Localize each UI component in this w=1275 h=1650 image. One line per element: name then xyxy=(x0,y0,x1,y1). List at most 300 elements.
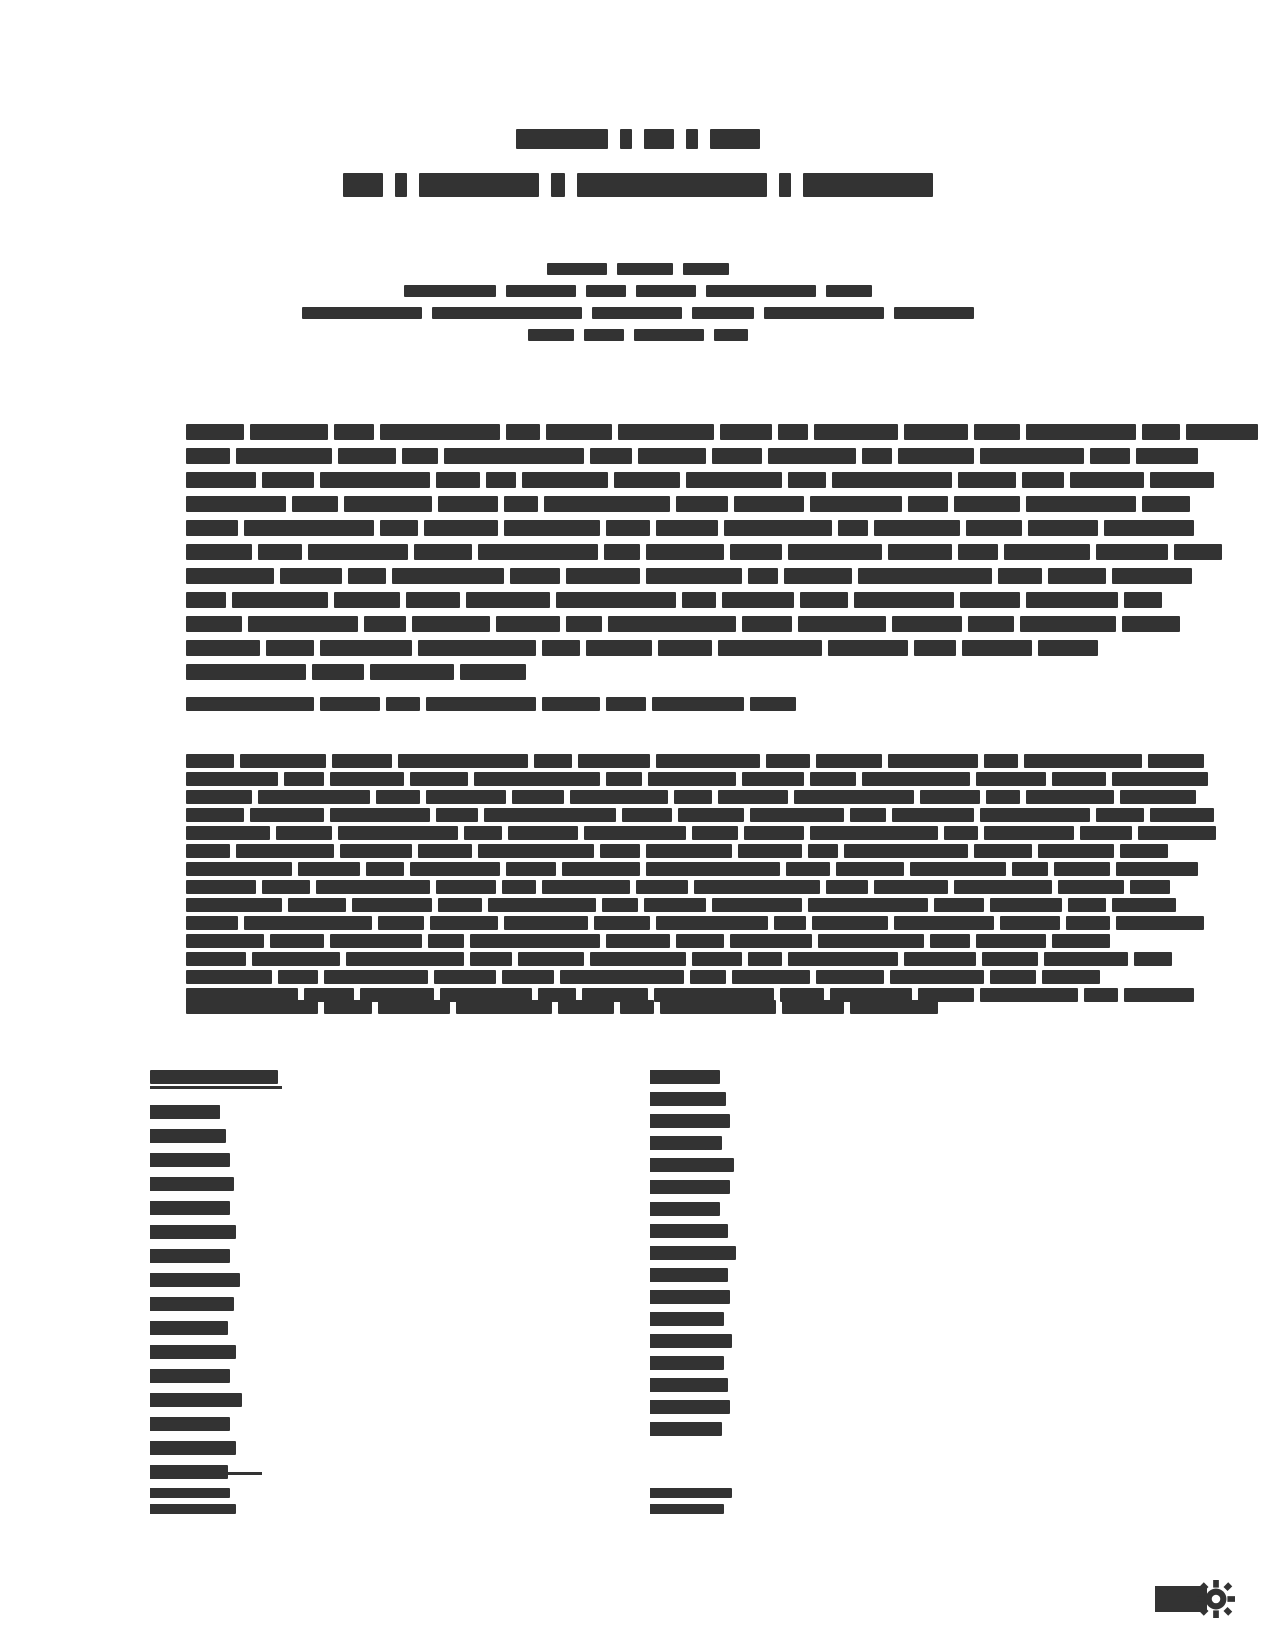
redacted-word xyxy=(504,916,588,930)
redacted-word xyxy=(1038,844,1114,858)
redacted-word xyxy=(186,664,306,680)
redacted-word xyxy=(1028,520,1098,536)
redacted-word xyxy=(508,826,578,840)
redacted-word xyxy=(888,754,978,768)
redacted-word xyxy=(814,424,898,440)
redacted-word xyxy=(784,568,852,584)
redacted-word xyxy=(258,544,302,560)
redacted-word xyxy=(252,952,340,966)
redacted-word xyxy=(570,790,668,804)
abstract-line xyxy=(186,588,1050,612)
redacted-word xyxy=(522,472,608,488)
redacted-word xyxy=(434,970,496,984)
redacted-word xyxy=(414,544,472,560)
redacted-word xyxy=(426,697,536,711)
redacted-word xyxy=(1012,862,1048,876)
redacted-word xyxy=(648,772,736,786)
redacted-word xyxy=(150,1393,212,1407)
redacted-word xyxy=(788,472,826,488)
left-column-line xyxy=(150,1393,590,1417)
redacted-word xyxy=(1080,826,1132,840)
redacted-word xyxy=(244,916,372,930)
left-column-line xyxy=(150,1345,590,1369)
affiliation-block xyxy=(826,285,872,297)
redacted-word xyxy=(646,862,780,876)
abstract-line xyxy=(186,540,1050,564)
redacted-word xyxy=(186,916,238,930)
redacted-word xyxy=(722,592,794,608)
redacted-word xyxy=(1134,952,1172,966)
affiliation-block xyxy=(714,329,748,341)
redacted-word xyxy=(486,472,516,488)
abstract-line xyxy=(186,660,1050,684)
redacted-word xyxy=(1070,472,1144,488)
redacted-word xyxy=(150,1129,194,1143)
redacted-word xyxy=(334,592,400,608)
redacted-word xyxy=(1104,520,1194,536)
redacted-word xyxy=(398,754,528,768)
intro-line xyxy=(186,998,1050,1016)
redacted-word xyxy=(990,898,1062,912)
left-column-line xyxy=(150,1225,590,1249)
redacted-word xyxy=(406,592,460,608)
abstract-line xyxy=(186,636,1050,660)
redacted-word xyxy=(466,592,550,608)
redacted-word xyxy=(324,970,428,984)
redacted-word xyxy=(1044,952,1128,966)
author-block-item xyxy=(617,263,673,275)
intro-line xyxy=(186,950,1050,968)
footnote-right xyxy=(650,1488,1090,1520)
right-column-line xyxy=(650,1180,1090,1202)
abstract-line xyxy=(186,444,1050,468)
redacted-word xyxy=(910,862,1006,876)
affiliation-block xyxy=(894,307,974,319)
redacted-word xyxy=(894,916,994,930)
redacted-word xyxy=(682,592,716,608)
redacted-word xyxy=(1084,988,1118,1002)
redacted-word xyxy=(986,790,1020,804)
redacted-word xyxy=(636,880,688,894)
redacted-word xyxy=(650,1202,698,1216)
author-block-item xyxy=(547,263,607,275)
redacted-word xyxy=(1122,616,1180,632)
redacted-word xyxy=(692,826,738,840)
redacted-word xyxy=(608,616,736,632)
redacted-word xyxy=(150,1441,190,1455)
redacted-word xyxy=(1112,568,1192,584)
redacted-word xyxy=(724,520,832,536)
affiliation-block xyxy=(432,307,582,319)
redacted-word xyxy=(1138,826,1216,840)
redacted-word xyxy=(1038,640,1098,656)
redacted-word xyxy=(892,616,962,632)
introduction-paragraph xyxy=(186,752,1050,1004)
redacted-word xyxy=(460,664,526,680)
redacted-word xyxy=(270,934,324,948)
redacted-word xyxy=(1148,754,1204,768)
redacted-word xyxy=(510,568,560,584)
affiliation-block xyxy=(584,329,624,341)
redacted-word xyxy=(456,1000,552,1014)
redacted-word xyxy=(150,1105,220,1119)
redacted-word xyxy=(150,1345,198,1359)
redacted-word xyxy=(768,448,856,464)
right-column-line xyxy=(650,1246,1090,1268)
redacted-word xyxy=(958,544,998,560)
redacted-word xyxy=(734,496,804,512)
redacted-word xyxy=(1026,790,1114,804)
footnote-line xyxy=(650,1488,1090,1504)
intro-line xyxy=(186,896,1050,914)
redacted-word xyxy=(1120,790,1196,804)
redacted-word xyxy=(348,568,386,584)
redacted-word xyxy=(738,844,802,858)
redacted-word xyxy=(788,544,882,560)
redacted-word xyxy=(590,952,686,966)
redacted-word xyxy=(1020,616,1116,632)
intro-line xyxy=(186,806,1050,824)
abstract-line xyxy=(186,420,1050,444)
redacted-word xyxy=(150,1297,204,1311)
redacted-word xyxy=(650,1290,720,1304)
redacted-word xyxy=(332,754,392,768)
redacted-word xyxy=(678,808,744,822)
redacted-word xyxy=(386,697,420,711)
redacted-word xyxy=(330,934,422,948)
redacted-word xyxy=(262,472,314,488)
affiliation-block xyxy=(592,307,682,319)
redacted-word xyxy=(430,916,498,930)
redacted-word xyxy=(566,616,602,632)
redacted-word xyxy=(622,808,672,822)
redacted-word xyxy=(298,862,360,876)
redacted-word xyxy=(904,952,976,966)
author-line-3 xyxy=(0,306,1275,320)
redacted-word xyxy=(542,880,630,894)
redacted-word xyxy=(800,592,848,608)
right-column-line xyxy=(650,1202,1090,1224)
redacted-word xyxy=(976,934,1046,948)
abstract-line xyxy=(186,516,1050,540)
redacted-word xyxy=(340,844,412,858)
redacted-word xyxy=(650,1504,692,1514)
redacted-word xyxy=(346,952,464,966)
redacted-word xyxy=(186,934,264,948)
redacted-word xyxy=(1042,970,1100,984)
redacted-word xyxy=(1116,862,1198,876)
redacted-word xyxy=(364,616,406,632)
redacted-word xyxy=(958,472,1016,488)
redacted-word xyxy=(660,1000,776,1014)
redacted-word xyxy=(1022,472,1064,488)
title-block xyxy=(686,129,698,149)
redacted-word xyxy=(258,790,370,804)
redacted-word xyxy=(378,916,424,930)
redacted-word xyxy=(818,934,924,948)
redacted-word xyxy=(980,448,1084,464)
redacted-word xyxy=(150,1201,230,1215)
redacted-word xyxy=(656,754,760,768)
intro-line xyxy=(186,824,1050,842)
redacted-word xyxy=(186,808,244,822)
redacted-word xyxy=(1120,844,1168,858)
redacted-word xyxy=(650,1224,712,1238)
redacted-word xyxy=(418,640,536,656)
footnote-line xyxy=(150,1504,590,1520)
redacted-word xyxy=(1068,898,1106,912)
footnote-line xyxy=(650,1504,1090,1520)
redacted-word xyxy=(150,1417,184,1431)
redacted-word xyxy=(920,790,980,804)
affiliation-block xyxy=(404,285,496,297)
redacted-word xyxy=(558,1000,614,1014)
redacted-word xyxy=(960,592,1020,608)
intro-line xyxy=(186,860,1050,878)
redacted-word xyxy=(808,844,838,858)
redacted-word xyxy=(380,520,418,536)
redacted-word xyxy=(874,520,960,536)
redacted-word xyxy=(496,616,560,632)
redacted-word xyxy=(186,520,238,536)
redacted-word xyxy=(676,496,728,512)
right-column-line xyxy=(650,1268,1090,1290)
redacted-word xyxy=(850,808,886,822)
abstract-line xyxy=(186,612,1050,636)
redacted-word xyxy=(812,916,888,930)
redacted-word xyxy=(556,592,676,608)
redacted-word xyxy=(410,862,500,876)
right-column-line xyxy=(650,1114,1090,1136)
redacted-word xyxy=(968,616,1014,632)
redacted-word xyxy=(186,826,270,840)
redacted-word xyxy=(786,862,830,876)
redacted-word xyxy=(858,568,992,584)
redacted-word xyxy=(320,697,380,711)
redacted-word xyxy=(650,1356,724,1370)
redacted-word xyxy=(874,880,948,894)
redacted-word xyxy=(730,544,782,560)
redacted-word xyxy=(650,1114,712,1128)
redacted-word xyxy=(1004,544,1090,560)
redacted-word xyxy=(990,970,1036,984)
left-column-body xyxy=(150,1105,590,1489)
redacted-word xyxy=(338,826,458,840)
left-column-line xyxy=(150,1441,590,1465)
title-block xyxy=(710,129,760,149)
redacted-word xyxy=(646,544,724,560)
redacted-word xyxy=(982,952,1038,966)
affiliation-block xyxy=(634,329,704,341)
redacted-word xyxy=(186,592,226,608)
redacted-word xyxy=(186,472,256,488)
redacted-word xyxy=(288,898,346,912)
gear-icon xyxy=(1197,1580,1235,1618)
redacted-word xyxy=(1124,592,1162,608)
section-heading-rule xyxy=(150,1086,282,1089)
redacted-word xyxy=(278,970,318,984)
redacted-word xyxy=(1026,592,1118,608)
redacted-word xyxy=(502,970,554,984)
redacted-word xyxy=(186,952,246,966)
redacted-word xyxy=(186,844,230,858)
redacted-word xyxy=(832,472,952,488)
redacted-word xyxy=(974,424,1020,440)
redacted-word xyxy=(930,934,970,948)
redacted-word xyxy=(944,826,978,840)
redacted-word xyxy=(330,772,404,786)
redacted-word xyxy=(1090,448,1130,464)
section-heading-left xyxy=(150,1070,278,1084)
redacted-word xyxy=(410,772,468,786)
redacted-word xyxy=(428,934,464,948)
redacted-word xyxy=(1066,916,1110,930)
publisher-gear-logo xyxy=(1155,1576,1235,1622)
redacted-word xyxy=(810,772,856,786)
redacted-word xyxy=(816,754,882,768)
redacted-word xyxy=(694,880,820,894)
redacted-word xyxy=(366,862,404,876)
redacted-word xyxy=(276,826,332,840)
title-block xyxy=(395,173,407,197)
redacted-word xyxy=(954,496,1020,512)
redacted-word xyxy=(892,808,974,822)
redacted-word xyxy=(150,1369,192,1383)
redacted-word xyxy=(888,544,952,560)
redacted-word xyxy=(980,808,1090,822)
redacted-word xyxy=(502,880,536,894)
redacted-word xyxy=(244,520,374,536)
redacted-word xyxy=(650,1268,692,1282)
redacted-word xyxy=(1136,448,1198,464)
redacted-word xyxy=(1112,898,1176,912)
redacted-word xyxy=(908,496,948,512)
redacted-word xyxy=(240,754,326,768)
redacted-word xyxy=(150,1273,184,1287)
redacted-word xyxy=(862,772,970,786)
title-block xyxy=(516,129,608,149)
redacted-word xyxy=(650,1312,702,1326)
redacted-word xyxy=(650,1246,716,1260)
redacted-word xyxy=(650,1422,700,1436)
redacted-word xyxy=(186,1000,318,1014)
redacted-word xyxy=(1142,424,1180,440)
redacted-word xyxy=(606,697,646,711)
left-column-line xyxy=(150,1129,590,1153)
affiliation-block xyxy=(764,307,884,319)
redacted-word xyxy=(330,808,430,822)
abstract-line xyxy=(186,564,1050,588)
right-column-line xyxy=(650,1092,1090,1114)
redacted-word xyxy=(412,616,490,632)
redacted-word xyxy=(402,448,438,464)
redacted-word xyxy=(426,790,506,804)
redacted-word xyxy=(590,448,632,464)
left-column-line xyxy=(150,1201,590,1225)
redacted-word xyxy=(478,544,598,560)
redacted-word xyxy=(838,520,868,536)
redacted-word xyxy=(1054,862,1110,876)
redacted-word xyxy=(826,880,868,894)
redacted-word xyxy=(1096,808,1144,822)
title-block xyxy=(577,173,767,197)
redacted-word xyxy=(1000,916,1060,930)
redacted-word xyxy=(782,1000,844,1014)
redacted-word xyxy=(316,880,430,894)
redacted-word xyxy=(312,664,364,680)
right-column-line xyxy=(650,1422,1090,1444)
redacted-word xyxy=(962,640,1032,656)
redacted-word xyxy=(750,697,796,711)
introduction-last-line xyxy=(186,998,1050,1016)
redacted-word xyxy=(232,592,328,608)
redacted-word xyxy=(1048,568,1106,584)
author-line-1 xyxy=(0,262,1275,276)
redacted-word xyxy=(1052,934,1110,948)
redacted-word xyxy=(436,880,496,894)
redacted-word xyxy=(186,790,252,804)
redacted-word xyxy=(266,640,314,656)
redacted-word xyxy=(602,898,638,912)
redacted-word xyxy=(262,880,310,894)
redacted-word xyxy=(718,790,788,804)
redacted-word xyxy=(504,520,600,536)
redacted-word xyxy=(650,1070,710,1084)
redacted-word xyxy=(186,424,244,440)
redacted-word xyxy=(392,568,504,584)
redacted-word xyxy=(320,640,412,656)
redacted-word xyxy=(828,640,908,656)
intro-line xyxy=(186,752,1050,770)
redacted-word xyxy=(284,772,324,786)
redacted-word xyxy=(774,916,806,930)
redacted-word xyxy=(150,1249,220,1263)
redacted-word xyxy=(438,898,482,912)
redacted-word xyxy=(578,754,650,768)
redacted-word xyxy=(534,754,572,768)
right-column-line xyxy=(650,1224,1090,1246)
redacted-word xyxy=(150,1177,216,1191)
redacted-word xyxy=(248,616,358,632)
redacted-word xyxy=(186,880,256,894)
author-block-item xyxy=(683,263,729,275)
footnote-left xyxy=(150,1488,590,1520)
redacted-word xyxy=(606,934,670,948)
redacted-word xyxy=(560,970,684,984)
redacted-word xyxy=(504,496,538,512)
redacted-word xyxy=(584,826,686,840)
redacted-word xyxy=(378,1000,450,1014)
redacted-word xyxy=(844,844,968,858)
redacted-word xyxy=(186,772,278,786)
intro-line xyxy=(186,788,1050,806)
intro-line xyxy=(186,842,1050,860)
right-column-line xyxy=(650,1334,1090,1356)
right-column xyxy=(650,1070,1090,1444)
redacted-word xyxy=(280,568,342,584)
redacted-word xyxy=(1130,880,1170,894)
redacted-word xyxy=(650,1378,688,1392)
abstract-line xyxy=(186,492,1050,516)
redacted-word xyxy=(656,520,718,536)
redacted-word xyxy=(674,790,712,804)
redacted-word xyxy=(810,496,902,512)
affiliation-block xyxy=(528,329,574,341)
redacted-word xyxy=(586,640,652,656)
redacted-word xyxy=(618,424,714,440)
redacted-word xyxy=(712,448,762,464)
redacted-word xyxy=(1142,496,1190,512)
